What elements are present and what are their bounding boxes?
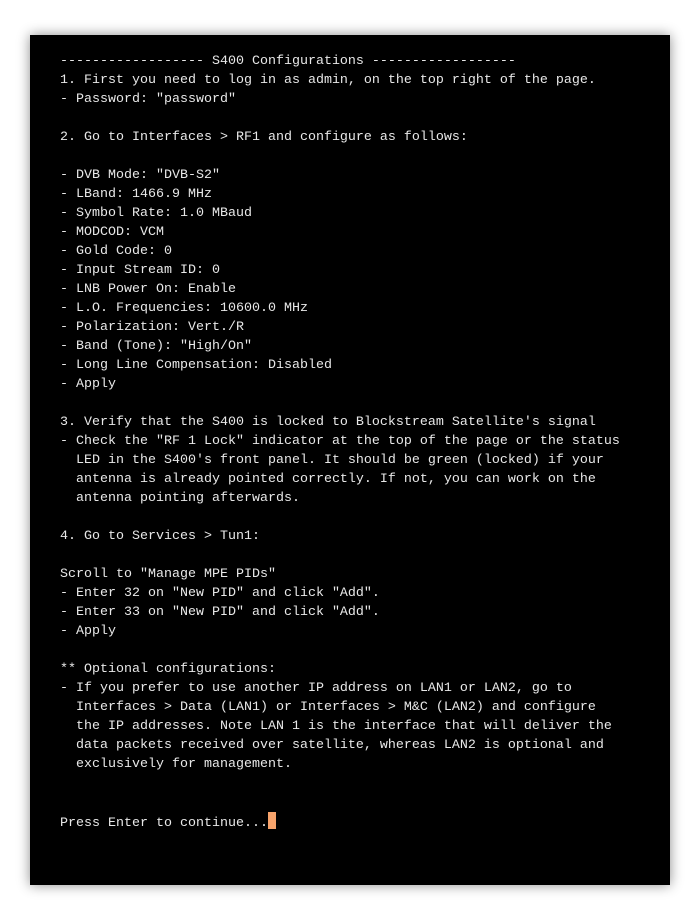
terminal-line: - Polarization: Vert./R (60, 320, 244, 335)
terminal-line: - If you prefer to use another IP address on LAN1 or LAN2, go to (60, 681, 572, 696)
terminal-line (60, 109, 670, 128)
terminal-line: - Enter 32 on "New PID" and click "Add". (60, 586, 380, 601)
terminal-line: exclusively for management. (60, 757, 292, 772)
terminal-line: - L.O. Frequencies: 10600.0 MHz (60, 301, 308, 316)
terminal-line: - Apply (60, 377, 116, 392)
terminal-line: - DVB Mode: "DVB-S2" (60, 168, 220, 183)
text-cursor (268, 812, 276, 829)
terminal-line: - LNB Power On: Enable (60, 282, 236, 297)
terminal-line: data packets received over satellite, whereas LAN2 is optional and (60, 738, 604, 753)
terminal-line: - Enter 33 on "New PID" and click "Add". (60, 605, 380, 620)
terminal-line: ------------------ S400 Configurations ------------------ (60, 54, 516, 69)
terminal-line: antenna is already pointed correctly. If not, you can work on the (60, 472, 596, 487)
terminal-line (60, 774, 670, 793)
terminal-line (60, 793, 670, 812)
terminal-line: 1. First you need to log in as admin, on the top right of the page. (60, 73, 596, 88)
terminal-line: - LBand: 1466.9 MHz (60, 187, 212, 202)
terminal-line (60, 147, 670, 166)
terminal-window[interactable] (30, 35, 670, 885)
prompt-text: Press Enter to continue... (60, 816, 268, 831)
terminal-line: LED in the S400's front panel. It should be green (locked) if your (60, 453, 604, 468)
terminal-output (60, 52, 670, 812)
terminal-line: 3. Verify that the S400 is locked to Blockstream Satellite's signal (60, 415, 596, 430)
terminal-line: 2. Go to Interfaces > RF1 and configure as follows: (60, 130, 468, 145)
terminal-line: - Password: "password" (60, 92, 236, 107)
terminal-line: - Check the "RF 1 Lock" indicator at the top of the page or the status (60, 434, 620, 449)
terminal-line: antenna pointing afterwards. (60, 491, 300, 506)
terminal-line (60, 394, 670, 413)
terminal-line: - Long Line Compensation: Disabled (60, 358, 332, 373)
terminal-line: - Input Stream ID: 0 (60, 263, 220, 278)
terminal-line: Interfaces > Data (LAN1) or Interfaces > M&C (LAN2) and configure (60, 700, 596, 715)
terminal-line: - MODCOD: VCM (60, 225, 164, 240)
terminal-prompt-line[interactable] (60, 812, 670, 831)
terminal-line (60, 641, 670, 660)
terminal-line (60, 546, 670, 565)
terminal-line: - Band (Tone): "High/On" (60, 339, 252, 354)
terminal-line: ** Optional configurations: (60, 662, 276, 677)
terminal-line: - Apply (60, 624, 116, 639)
terminal-line: - Gold Code: 0 (60, 244, 172, 259)
terminal-line: - Symbol Rate: 1.0 MBaud (60, 206, 252, 221)
terminal-line: the IP addresses. Note LAN 1 is the interface that will deliver the (60, 719, 612, 734)
terminal-line (60, 508, 670, 527)
terminal-line: Scroll to "Manage MPE PIDs" (60, 567, 276, 582)
terminal-line: 4. Go to Services > Tun1: (60, 529, 260, 544)
